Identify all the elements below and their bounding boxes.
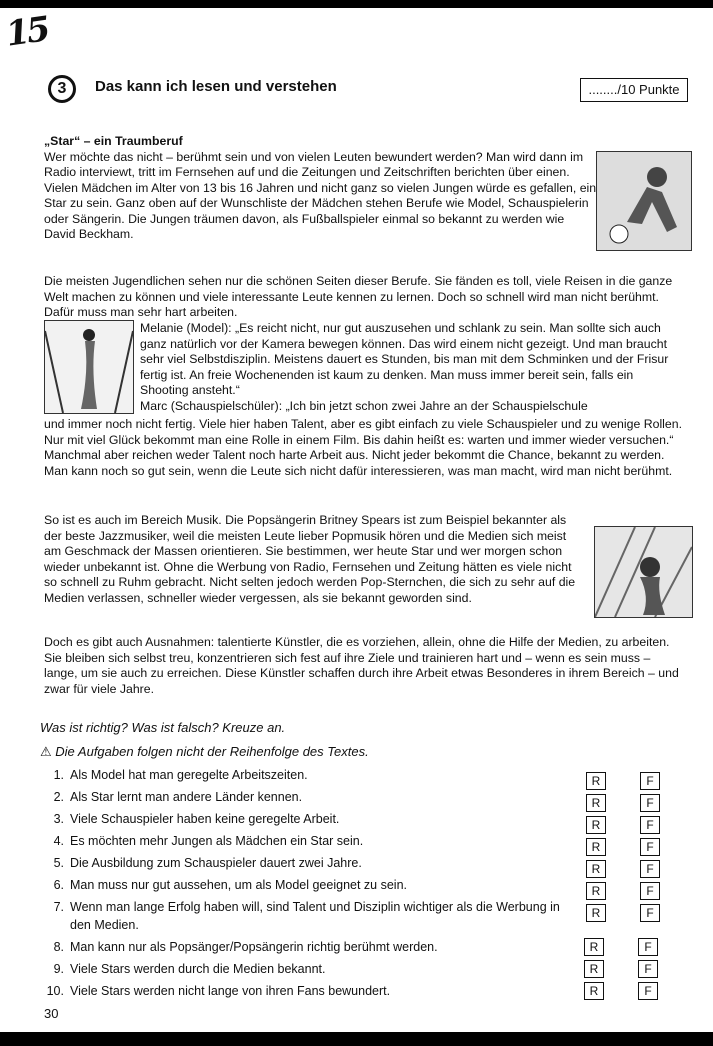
section-number: 3: [48, 75, 76, 103]
article-paragraph-2: Die meisten Jugendlichen sehen nur die schönen Seiten dieser Berufe. Sie fänden es toll, viele Reisen in die ganze Welt machen zu können und viele interessante Leute kennen zu lernen. Doch so schnell wird man nicht berühmt. Dafür muss man sehr hart arbeiten.: [44, 274, 673, 319]
question-item: 10. Viele Stars werden nicht lange von ihren Fans bewundert.: [46, 984, 391, 998]
question-item: 4. Es möchten mehr Jungen als Mädchen ein Star sein.: [53, 834, 364, 848]
answer-f-4[interactable]: F: [640, 838, 660, 856]
unit-logo: 15: [3, 9, 50, 55]
question-item: 2. Als Star lernt man andere Länder kennen.: [53, 790, 303, 804]
answer-r-1[interactable]: R: [586, 772, 606, 790]
answer-r-10[interactable]: R: [584, 982, 604, 1000]
answer-f-2[interactable]: F: [640, 794, 660, 812]
answer-f-3[interactable]: F: [640, 816, 660, 834]
answer-f-7[interactable]: F: [640, 904, 660, 922]
article-middle: [44, 417, 684, 479]
article-paragraph-5: Manchmal aber reichen weder Talent noch harte Arbeit aus. Nicht jeder bekommt die Chance, bekannt zu werden. Man kann noch so gut sein, wenn die Leute sich nicht dafür interessieren, was man macht, wird man nicht berühmt.: [44, 448, 673, 478]
model-image: [44, 320, 134, 414]
answer-r-5[interactable]: R: [586, 860, 606, 878]
answer-r-7[interactable]: R: [586, 904, 606, 922]
answer-f-10[interactable]: F: [638, 982, 658, 1000]
question-item: 3. Viele Schauspieler haben keine geregelte Arbeit.: [53, 812, 340, 826]
worksheet-page: [0, 8, 713, 1032]
article-top: [44, 134, 599, 243]
answer-r-8[interactable]: R: [584, 938, 604, 956]
melanie-quote: Melanie (Model): „Es reicht nicht, nur gut auszusehen und schlank zu sein. Man sollte sich auch ganz natürlich vor der Kamera bewegen können. Das wird einem nicht gezeigt. Und man braucht sehr viel Selbstdisziplin. Meistens dauert es Stunden, bis man mit dem Schminken und der Frisur fertig ist. An freie Wochenenden ist kaum zu denken. Man muss immer bereit sein, falls ein Shooting ansteht.“: [140, 321, 669, 397]
answer-f-9[interactable]: F: [638, 960, 658, 978]
article-paragraph-7: Doch es gibt auch Ausnahmen: talentierte Künstler, die es vorziehen, allein, ohne die Hilfe der Medien, zu arbeiten. Sie bleiben sich selbst treu, konzentrieren sich fest auf ihre Ziele und trainieren hart und – wenn es sein muss – lange, um sie auch zu erreichen. Diese Künstler schaffen durch ihre Arbeit etwas Besonderes in ihrem Bereich – und zwar für viele Jahre.: [44, 635, 679, 696]
answer-f-6[interactable]: F: [640, 882, 660, 900]
marc-quote-end: und immer noch nicht fertig. Viele hier haben Talent, aber es gibt einfach zu viele Schauspieler und zu wenige Rollen. Nur mit viel Glück bekommt man eine Rolle in einem Film. Bis dahin heißt es: warten und immer wieder versuchen.“: [44, 417, 683, 447]
article-title: „Star“ – ein Traumberuf: [44, 134, 183, 148]
answer-r-2[interactable]: R: [586, 794, 606, 812]
question-item: 8. Man kann nur als Popsänger/Popsängerin richtig berühmt werden.: [53, 940, 438, 954]
answer-r-9[interactable]: R: [584, 960, 604, 978]
fashion-model-icon: [45, 321, 133, 413]
football-player-icon: [597, 152, 691, 250]
answer-f-5[interactable]: F: [640, 860, 660, 878]
article-paragraph-3: [140, 321, 685, 414]
article-paragraph-6: So ist es auch im Bereich Musik. Die Popsängerin Britney Spears ist zum Beispiel bekannter als der beste Jazzmusiker, weil die meisten Leute lieber Popmusik hören und die Medien sich meist am Geschmack der Massen orientieren. Sie bestimmen, wer heute Star und wer morgen schon wieder unbekannt ist. Ohne die Werbung von Radio, Fernsehen und Zeitung hätten es viele nicht so schnell zu Ruhm gebracht. Nicht selten jedoch werden Pop-Sternchen, die sich zu sehr auf die Medien verlassen, schneller wieder vergessen, als sie bekannt geworden sind.: [44, 513, 576, 605]
question-item: 6. Man muss nur gut aussehen, um als Model geeignet zu sein.: [53, 878, 407, 892]
task-instruction: Was ist richtig? Was ist falsch? Kreuze an.: [40, 720, 286, 735]
question-list: [40, 766, 560, 1004]
marc-quote-start: Marc (Schauspielschüler): „Ich bin jetzt schon zwei Jahre an der Schauspielschule: [140, 398, 588, 413]
question-item: 1. Als Model hat man geregelte Arbeitszeiten.: [53, 768, 308, 782]
warning-text: Die Aufgaben folgen nicht der Reihenfolge des Textes.: [55, 744, 369, 759]
answer-r-4[interactable]: R: [586, 838, 606, 856]
points-box: ......../10 Punkte: [580, 78, 688, 102]
answer-f-1[interactable]: F: [640, 772, 660, 790]
answer-f-8[interactable]: F: [638, 938, 658, 956]
football-player-image: [596, 151, 692, 251]
warning-icon: ⚠: [40, 744, 52, 759]
answer-r-3[interactable]: R: [586, 816, 606, 834]
question-item: 7. Wenn man lange Erfolg haben will, sind Talent und Disziplin wichtiger als die Werbung in den Medien.: [53, 900, 560, 932]
task-warning: [40, 744, 369, 760]
question-item: 5. Die Ausbildung zum Schauspieler dauert zwei Jahre.: [53, 856, 362, 870]
pop-singer-icon: [595, 527, 692, 617]
answer-r-6[interactable]: R: [586, 882, 606, 900]
page-number: 30: [44, 1006, 59, 1021]
article-paragraph-1: Wer möchte das nicht – berühmt sein und von vielen Leuten bewundert werden? Man wird dann im Radio interviewt, tritt im Fernsehen auf und die Zeitungen und Zeitschriften berichten über einen. Vielen Mädchen im Alter von 13 bis 16 Jahren und nicht ganz so vielen Jungen würde es gefallen, ein Star zu sein. Ganz oben auf der Wunschliste der Mädchen stehen Berufe wie Model, Schauspielerin oder Sängerin. Die Jungen träumen davon, als Fußballspieler einmal so bekannt zu werden wie David Beckham.: [44, 149, 597, 241]
section-title: Das kann ich lesen und verstehen: [95, 78, 337, 95]
question-item: 9. Viele Stars werden durch die Medien bekannt.: [53, 962, 326, 976]
singer-image: [594, 526, 693, 618]
